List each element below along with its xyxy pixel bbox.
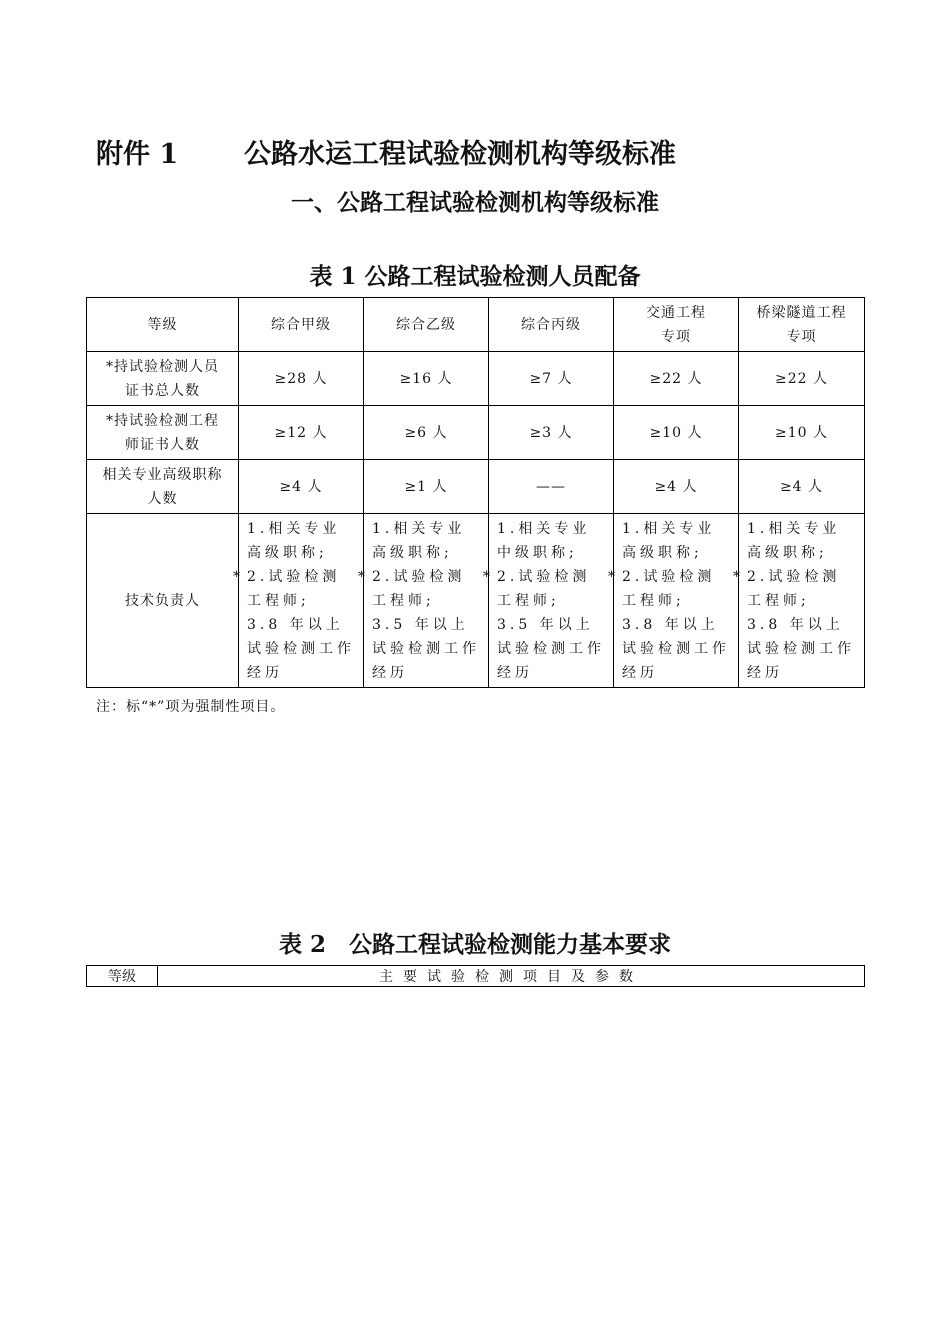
header-cell-params: 主要试验检测项目及参数 xyxy=(158,966,865,987)
mandatory-asterisk: * xyxy=(483,568,494,585)
requirement-line-3: 3.5 年以上试验检测工作经历 xyxy=(372,616,480,681)
requirement-line-3: 3.8 年以上试验检测工作经历 xyxy=(747,616,855,681)
mandatory-asterisk: * xyxy=(733,568,744,585)
table-cell: ≥4 人 xyxy=(239,460,364,514)
table-row-tech-lead xyxy=(87,514,865,688)
table-cell: ≥22 人 xyxy=(614,352,739,406)
main-title: 公路水运工程试验检测机构等级标准 xyxy=(244,139,676,170)
requirement-line-2: * 2.试验检测工程师; xyxy=(372,565,482,613)
requirement-line-2: * 2.试验检测工程师; xyxy=(497,565,607,613)
header-cell-grade: 等级 xyxy=(87,966,158,987)
table-cell: ≥22 人 xyxy=(739,352,865,406)
row-label: *持试验检测工程 师证书人数 xyxy=(87,406,239,460)
requirement-line-2: * 2.试验检测工程师; xyxy=(622,565,732,613)
requirement-line-1: 1.相关专业高级职称; xyxy=(247,520,341,561)
table-cell: ≥10 人 xyxy=(614,406,739,460)
row-label: 相关专业高级职称 人数 xyxy=(87,460,239,514)
requirement-line-2: * 2.试验检测工程师; xyxy=(247,565,357,613)
header-cell: 综合乙级 xyxy=(364,298,489,352)
section-title: 一、公路工程试验检测机构等级标准 xyxy=(291,189,659,216)
table-row xyxy=(87,406,865,460)
requirement-line-1: 1.相关专业中级职称; xyxy=(497,520,591,561)
mandatory-asterisk: * xyxy=(608,568,619,585)
row-label: 技术负责人 xyxy=(87,514,239,688)
table2-capabilities xyxy=(86,965,865,987)
header-cell: 综合丙级 xyxy=(489,298,614,352)
table-cell: ≥6 人 xyxy=(364,406,489,460)
requirement-line-3: 3.8 年以上试验检测工作经历 xyxy=(247,616,355,681)
requirement-line-1: 1.相关专业高级职称; xyxy=(622,520,716,561)
table-header-row xyxy=(87,298,865,352)
header-cell: 综合甲级 xyxy=(239,298,364,352)
table-cell: ≥4 人 xyxy=(739,460,865,514)
table-cell: ≥7 人 xyxy=(489,352,614,406)
header-cell: 桥梁隧道工程 专项 xyxy=(739,298,865,352)
table-header-row xyxy=(87,966,865,987)
table-cell: ≥28 人 xyxy=(239,352,364,406)
table-cell: ≥3 人 xyxy=(489,406,614,460)
table-cell: —— xyxy=(489,460,614,514)
mandatory-asterisk: * xyxy=(358,568,369,585)
requirement-cell xyxy=(358,514,489,688)
attachment-label: 附件 1 xyxy=(96,139,179,170)
table1-title: 表 1 公路工程试验检测人员配备 xyxy=(309,263,641,290)
header-cell: 交通工程 专项 xyxy=(614,298,739,352)
table2-title: 表 2 公路工程试验检测能力基本要求 xyxy=(278,931,671,958)
requirement-line-2: * 2.试验检测工程师; xyxy=(747,565,858,613)
table-cell: ≥16 人 xyxy=(364,352,489,406)
table-cell: ≥1 人 xyxy=(364,460,489,514)
table1-note: 注：标“*”项为强制性项目。 xyxy=(96,699,286,715)
mandatory-asterisk: * xyxy=(233,568,244,585)
requirement-line-3: 3.5 年以上试验检测工作经历 xyxy=(497,616,605,681)
table1-personnel xyxy=(86,297,865,688)
row-label: *持试验检测人员 证书总人数 xyxy=(87,352,239,406)
table-cell: ≥12 人 xyxy=(239,406,364,460)
requirement-line-1: 1.相关专业高级职称; xyxy=(747,520,841,561)
requirement-line-3: 3.8 年以上试验检测工作经历 xyxy=(622,616,730,681)
requirement-cell xyxy=(483,514,614,688)
document-title-row xyxy=(96,132,856,172)
requirement-cell xyxy=(733,514,865,688)
header-cell-grade: 等级 xyxy=(87,298,239,352)
table-row xyxy=(87,352,865,406)
requirement-line-1: 1.相关专业高级职称; xyxy=(372,520,466,561)
table-row xyxy=(87,460,865,514)
table-cell: ≥10 人 xyxy=(739,406,865,460)
requirement-cell xyxy=(233,514,364,688)
table-cell: ≥4 人 xyxy=(614,460,739,514)
requirement-cell xyxy=(608,514,739,688)
